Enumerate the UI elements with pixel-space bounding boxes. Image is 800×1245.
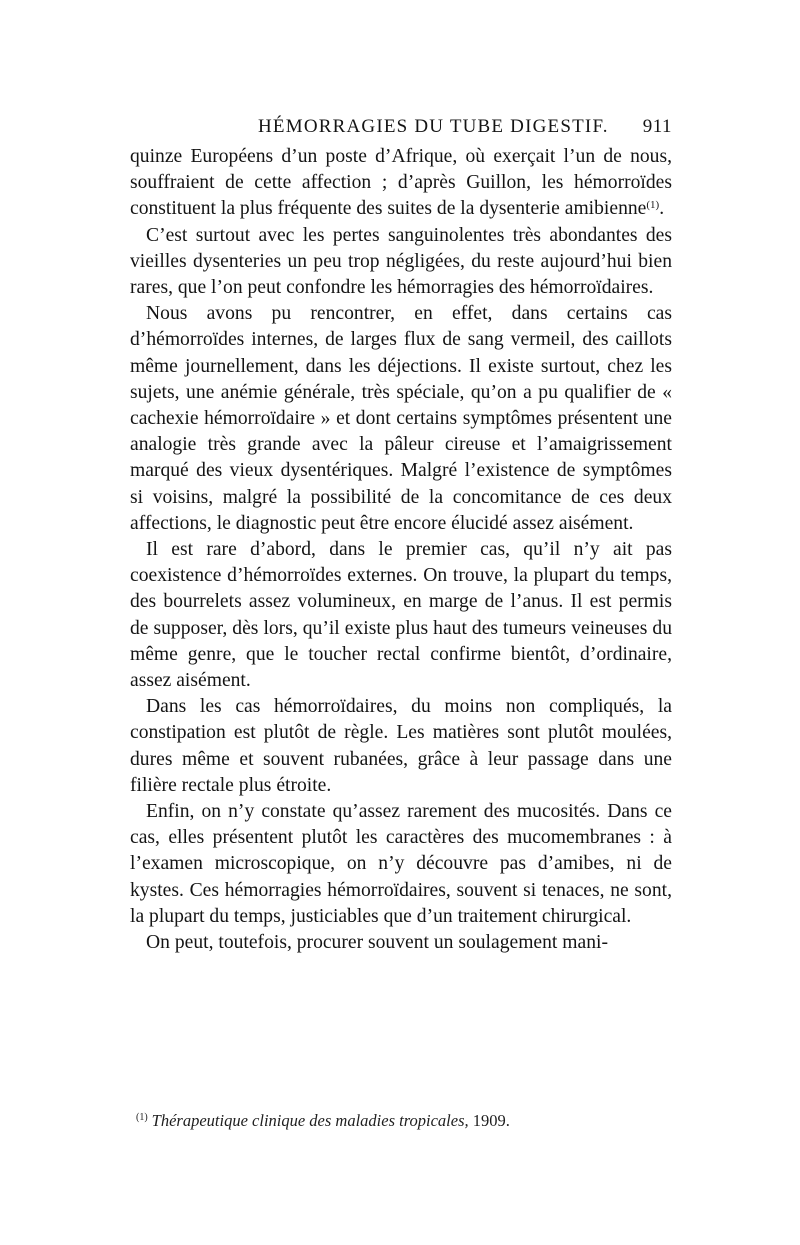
running-title: HÉMORRAGIES DU TUBE DIGESTIF. (258, 116, 609, 137)
page-content (130, 108, 672, 1130)
footnote-title: Thérapeutique clinique des maladies tropicales, (151, 1111, 469, 1130)
footnote-reference[interactable]: (1) (646, 199, 660, 212)
footnote (136, 1111, 510, 1131)
footnote-marker: (1) (136, 1112, 148, 1123)
page-number: 911 (642, 116, 672, 137)
paragraph: On peut, toutefois, procurer souvent un soulagement mani- (146, 932, 608, 954)
paragraph-text: quinze Européens d’un poste d’Afrique, où exerçait l’un de nous, souffraient de cette affection ; d’après Guillon, les hémorroïdes constituent la plus fréquente des suites de la dysenterie amibienne (130, 146, 672, 220)
paragraph: Il est rare d’abord, dans le premier cas, qu’il n’y ait pas coexistence d’hémorroïdes externes. On trouve, la plupart du temps, des bourrelets assez volumineux, en marge de l’anus. Il est permis de supposer, dès lors, qu’il existe plus haut des tumeurs veineuses du même genre, que le toucher rectal confirme bientôt, d’ordinaire, assez aisément. (130, 539, 672, 692)
paragraph: C’est surtout avec les pertes sanguinolentes très abondantes des vieilles dysenteries un peu trop négligées, du reste aujourd’hui bien rares, que l’on peut confondre les hémorragies des hémorroïdaires. (130, 224, 672, 299)
paragraph: Nous avons pu rencontrer, en effet, dans certains cas d’hémorroïdes internes, de larges flux de sang vermeil, des caillots même journellement, dans les déjections. Il existe surtout, chez les sujets, une anémie générale, très spéciale, qu’on a pu qualifier de « cachexie hémorroïdaire » et dont certains symptômes présentent une analogie très grande avec la pâleur cireuse et l’amaigrissement marqué des vieux dysentériques. Malgré l’existence de symptômes si voisins, malgré la possibilité de la concomitance de ces deux affections, le diagnostic peut être encore élucidé assez aisément. (130, 303, 672, 534)
running-head (130, 108, 672, 144)
paragraph: Enfin, on n’y constate qu’assez rarement des mucosités. Dans ce cas, elles présentent plutôt les caractères des mucomembranes : à l’examen microscopique, on n’y découvre pas d’amibes, ni de kystes. Ces hémorragies hémorroïdaires, souvent si tenaces, ne sont, la plupart du temps, justiciables que d’un traitement chirurgical. (130, 801, 672, 927)
footnote-year: 1909. (472, 1111, 510, 1130)
paragraph: Dans les cas hémorroïdaires, du moins non compliqués, la constipation est plutôt de règle. Les matières sont plutôt moulées, dures même et souvent rubanées, grâce à leur passage dans une filière rectale plus étroite. (130, 696, 672, 796)
paragraph-end-punctuation: . (659, 198, 665, 220)
paragraph-continued (130, 144, 672, 223)
body-text (130, 144, 672, 956)
